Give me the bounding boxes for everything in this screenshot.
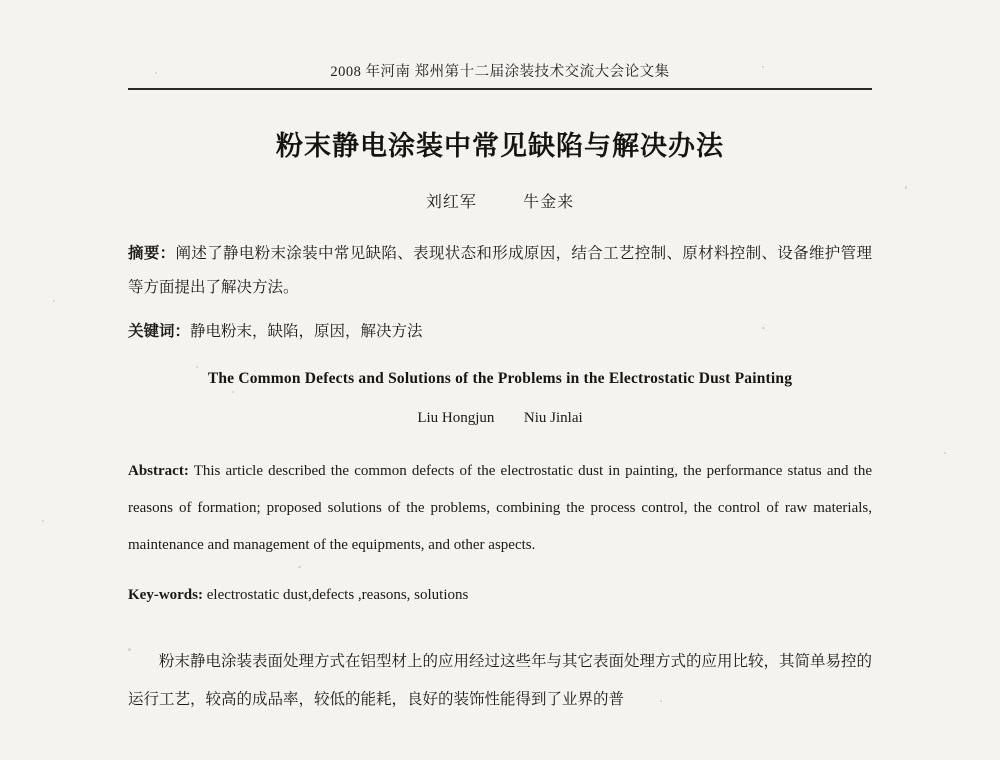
keywords-chinese-text: 静电粉末，缺陷，原因，解决方法 <box>190 322 423 340</box>
abstract-english-label: Abstract: <box>128 463 189 479</box>
author-name-en-2: Niu Jinlai <box>523 410 583 426</box>
abstract-english-text: This article described the common defects of the electrostatic dust in painting, the performance status and the reasons of formation; proposed solutions of the problems, combining the process control, the control of raw materials, maintenance and management of the equipments, and other aspects. <box>128 463 872 553</box>
body-paragraph: 粉末静电涂装表面处理方式在铝型材上的应用经过这些年与其它表面处理方式的应用比较，其简单易控的运行工艺，较高的成品率，较低的能耗，良好的装饰性能得到了业界的普 <box>128 652 873 708</box>
keywords-english-label: Key-words: <box>128 587 203 603</box>
scan-speck <box>53 300 55 302</box>
abstract-chinese-text: 阐述了静电粉末涂装中常见缺陷、表现状态和形成原因，结合工艺控制、原材料控制、设备维护管理等方面提出了解决方法。 <box>128 244 872 296</box>
keywords-english <box>128 578 872 612</box>
keywords-chinese-label: 关键词： <box>128 321 191 340</box>
page-content <box>128 60 872 718</box>
authors-english <box>128 410 872 427</box>
scan-speck <box>944 452 946 454</box>
authors-chinese <box>128 189 872 212</box>
author-name-cn-1: 刘红军 <box>425 192 477 211</box>
keywords-english-text: electrostatic dust,defects ,reasons, solutions <box>206 587 469 603</box>
scan-speck <box>905 186 907 189</box>
abstract-english <box>128 453 872 564</box>
page-title: 粉末静电涂装中常见缺陷与解决办法 <box>276 131 724 162</box>
author-name-cn-2: 牛金来 <box>523 192 575 211</box>
abstract-chinese <box>128 236 872 304</box>
abstract-chinese-label: 摘要： <box>128 243 176 262</box>
page-title-english: The Common Defects and Solutions of the Problems in the Electrostatic Dust Painting <box>207 370 793 387</box>
header-rule <box>128 88 872 90</box>
running-head: 2008 年河南 郑州第十二届涂装技术交流大会论文集 <box>330 64 670 80</box>
scan-speck <box>42 520 44 522</box>
author-name-en-1: Liu Hongjun <box>417 410 495 426</box>
keywords-chinese <box>128 314 872 348</box>
